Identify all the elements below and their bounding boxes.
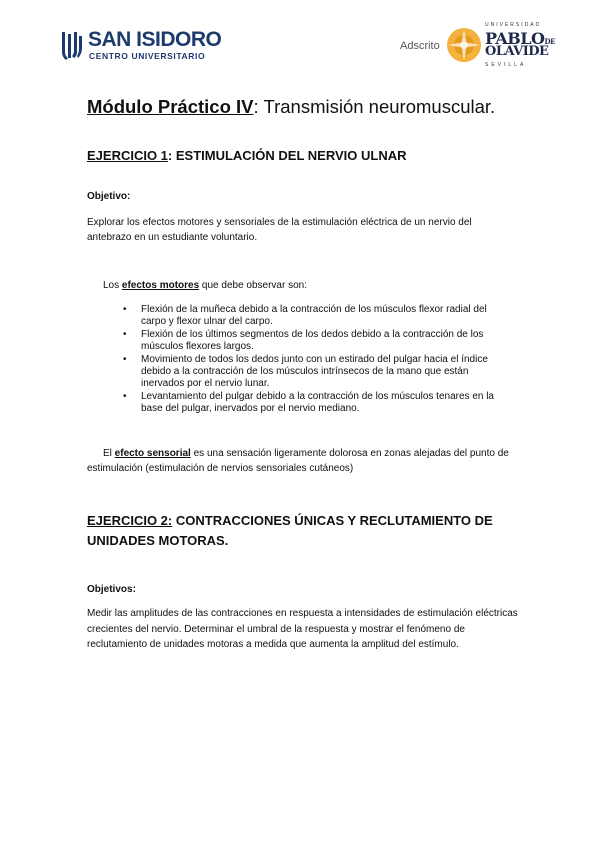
san-isidoro-emblem-icon bbox=[60, 28, 84, 62]
exercise-2-objective-text: Medir las amplitudes de las contracciones en respuesta a intensidades de estimulación eléctricas crecientes del nervio. Determinar el umbral de la respuesta y mostrar el fenómeno de reclutamiento de unidades motoras a medida que aumenta la amplitud del estímulo. bbox=[87, 608, 518, 650]
page-title: Módulo Práctico IV: Transmisión neuromuscular. bbox=[87, 96, 496, 117]
exercise-1-heading: EJERCICIO 1: ESTIMULACIÓN DEL NERVIO ULNAR bbox=[87, 148, 407, 163]
sun-emblem-icon bbox=[445, 26, 483, 64]
logo-name: SAN ISIDORO bbox=[88, 28, 222, 51]
motor-effects-list bbox=[123, 304, 513, 416]
motor-effects-intro: Los efectos motores que debe observar son: bbox=[103, 280, 308, 291]
exercise-1-objective-text: Explorar los efectos motores y sensoriales de la estimulación eléctrica de un nervio del antebrazo en un estudiante voluntario. bbox=[87, 217, 472, 243]
exercise-1-objective-label: Objetivo: bbox=[87, 191, 131, 202]
exercise-2-objective-label: Objetivos: bbox=[87, 584, 136, 595]
list-item: • Levantamiento del pulgar debido a la contracción de los músculos tenares en la base del pulgar, inervados por el nervio mediano. bbox=[123, 391, 513, 416]
upo-bottom-text: SEVILLA bbox=[485, 62, 527, 68]
logo-subtitle: CENTRO UNIVERSITARIO bbox=[89, 51, 206, 61]
adscrito-label: Adscrito bbox=[400, 40, 440, 52]
list-item: • Movimiento de todos los dedos junto con un estirado del pulgar hacia el índice debido a la contracción de los músculos intrínsecos de la mano que están inervados por el nervio lunar. bbox=[123, 354, 513, 391]
san-isidoro-logo bbox=[60, 26, 230, 66]
upo-logo bbox=[445, 22, 555, 70]
exercise-2-heading: EJERCICIO 2: CONTRACCIONES ÚNICAS Y RECLUTAMIENTO DE UNIDADES MOTORAS. bbox=[87, 513, 493, 548]
list-item: • Flexión de los últimos segmentos de los dedos debido a la contracción de los músculos flexores largos. bbox=[123, 329, 513, 354]
upo-name-line2: OLAVIDE bbox=[485, 44, 549, 59]
list-item: • Flexión de la muñeca debido a la contracción de los músculos flexor radial del carpo y flexor ulnar del carpo. bbox=[123, 304, 513, 329]
sensory-effect-text: El efecto sensorial es una sensación ligeramente dolorosa en zonas alejadas del punto de estimulación (estimulación de nervios sensoriales cutáneos) bbox=[87, 448, 509, 474]
upo-top-text: UNIVERSIDAD bbox=[485, 22, 542, 28]
upo-name-line1: PABLODE bbox=[485, 29, 555, 48]
